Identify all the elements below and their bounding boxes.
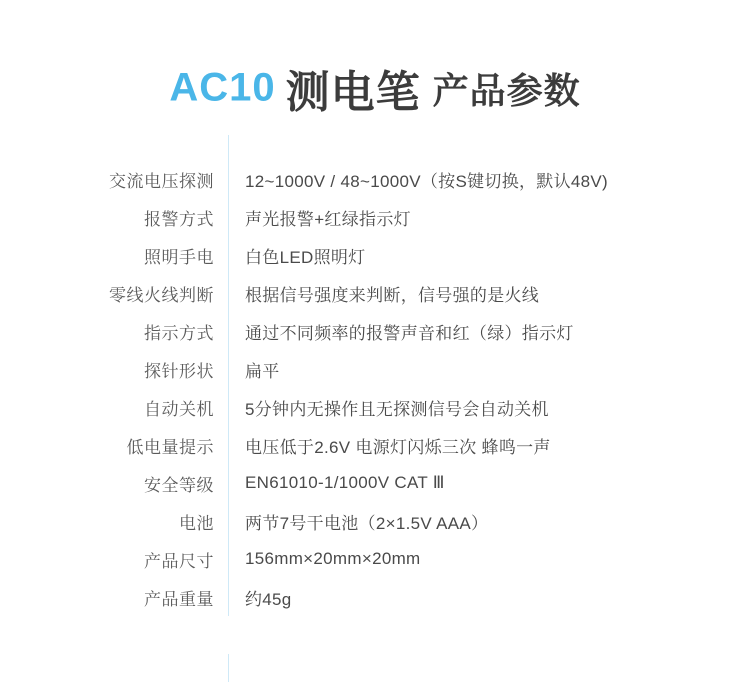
spec-value: 12~1000V / 48~1000V（按S键切换，默认48V) — [228, 160, 750, 198]
spec-label: 交流电压探测 — [109, 171, 214, 191]
spec-value: 电压低于2.6V 电源灯闪烁三次 蜂鸣一声 — [228, 426, 750, 464]
table-row — [0, 236, 750, 274]
table-row — [0, 540, 750, 578]
spec-label: 指示方式 — [144, 323, 214, 343]
spec-value: 156mm×20mm×20mm — [228, 540, 750, 578]
table-row — [0, 274, 750, 312]
spec-value: 白色LED照明灯 — [228, 236, 750, 274]
table-row — [0, 350, 750, 388]
spec-label: 探针形状 — [144, 361, 214, 381]
spec-label: 产品重量 — [144, 589, 214, 609]
spec-table — [0, 160, 750, 616]
table-row — [0, 578, 750, 616]
spec-value: 两节7号干电池（2×1.5V AAA） — [228, 502, 750, 540]
spec-label: 报警方式 — [144, 209, 214, 229]
spec-value: 扁平 — [228, 350, 750, 388]
spec-label: 电池 — [179, 513, 214, 533]
column-divider-bottom — [228, 654, 229, 682]
table-row — [0, 388, 750, 426]
spec-value: 根据信号强度来判断，信号强的是火线 — [228, 274, 750, 312]
column-divider-top — [228, 135, 229, 160]
table-row — [0, 464, 750, 502]
spec-value: EN61010-1/1000V CAT Ⅲ — [228, 464, 750, 502]
spec-label: 低电量提示 — [126, 437, 214, 457]
title-main: 测电笔 — [285, 68, 421, 117]
spec-value: 通过不同频率的报警声音和红（绿）指示灯 — [228, 312, 750, 350]
table-row — [0, 426, 750, 464]
spec-label: 安全等级 — [144, 475, 214, 495]
spec-label: 零线火线判断 — [109, 285, 214, 305]
page-title — [0, 0, 750, 120]
table-row — [0, 198, 750, 236]
table-row — [0, 312, 750, 350]
spec-value: 声光报警+红绿指示灯 — [228, 198, 750, 236]
table-row — [0, 502, 750, 540]
spec-label: 产品尺寸 — [144, 551, 214, 571]
title-model: AC10 — [169, 65, 276, 110]
table-row — [0, 160, 750, 198]
spec-label: 自动关机 — [144, 399, 214, 419]
title-subtitle: 产品参数 — [432, 69, 581, 111]
spec-value: 约45g — [228, 578, 750, 616]
spec-label: 照明手电 — [144, 247, 214, 267]
spec-value: 5分钟内无操作且无探测信号会自动关机 — [228, 388, 750, 426]
